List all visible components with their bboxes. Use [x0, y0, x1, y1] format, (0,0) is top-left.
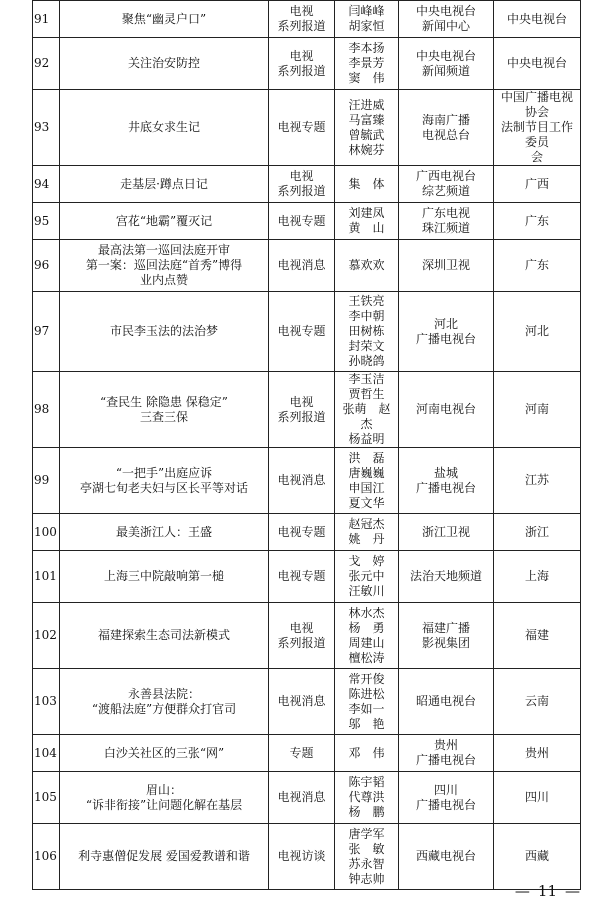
cell-title: [60, 772, 269, 824]
cell-type: [269, 551, 335, 603]
cell-recommender-line: 广东: [524, 258, 549, 272]
cell-recommender-line: 中央电视台: [506, 56, 567, 70]
cell-unit-line: 河北: [433, 316, 458, 331]
cell-authors-line: 窦 伟: [348, 71, 385, 85]
cell-type: [269, 90, 335, 166]
footer-dash-right: —: [565, 882, 580, 900]
cell-authors-line: 申国江: [348, 480, 385, 495]
cell-type-line: 系列报道: [277, 184, 326, 198]
cell-authors-line: 苏永智: [348, 856, 385, 871]
cell-authors-line: 贾哲生: [348, 387, 385, 401]
cell-unit: [399, 203, 494, 240]
cell-type-line: 电视专题: [277, 569, 326, 583]
cell-authors: [335, 735, 399, 772]
cell-title-line: 福建探索生态司法新模式: [97, 628, 230, 642]
cell-title: [60, 90, 269, 166]
cell-title-line: 关注治安防控: [127, 56, 200, 70]
cell-number: 96: [33, 240, 60, 292]
cell-unit-line: 昭通电视台: [415, 694, 476, 708]
cell-number: 102: [33, 603, 60, 669]
table-row: [33, 603, 581, 669]
cell-authors: [335, 669, 399, 735]
cell-unit-line: 福建广播: [421, 620, 470, 635]
cell-number: 93: [33, 90, 60, 166]
cell-unit: [399, 240, 494, 292]
cell-unit-line: 新闻频道: [421, 63, 470, 78]
cell-unit: [399, 38, 494, 90]
cell-title-line: 亭湖七旬老夫妇与区长平等对话: [79, 480, 248, 495]
cell-recommender-line: 广西: [524, 176, 549, 191]
table-row: [33, 292, 581, 372]
cell-authors: [335, 1, 399, 38]
cell-authors: [335, 551, 399, 603]
cell-authors-line: 田树栋: [348, 324, 385, 338]
cell-title-line: 走基层·蹲点日记: [120, 176, 208, 191]
cell-recommender: [494, 772, 581, 824]
cell-type: [269, 514, 335, 551]
cell-type-line: 电视: [289, 169, 314, 183]
cell-authors-line: 洪 磊: [348, 450, 385, 465]
cell-number: 99: [33, 448, 60, 514]
cell-unit-line: 影视集团: [421, 635, 470, 650]
cell-recommender-line: 中国广播电视协会: [500, 90, 573, 119]
cell-authors: [335, 38, 399, 90]
cell-recommender: [494, 166, 581, 203]
cell-authors-line: 慕欢欢: [348, 258, 385, 272]
cell-title: [60, 603, 269, 669]
cell-type-line: 电视: [289, 620, 314, 635]
cell-authors-line: 杨 鹏: [348, 805, 385, 819]
cell-recommender: [494, 735, 581, 772]
table-row: [33, 38, 581, 90]
cell-unit: [399, 735, 494, 772]
cell-authors-line: 陈进松: [348, 686, 385, 701]
cell-title-line: 聚焦“幽灵户口”: [121, 11, 207, 26]
cell-authors: [335, 292, 399, 372]
cell-authors: [335, 448, 399, 514]
cell-number: 100: [33, 514, 60, 551]
cell-type: [269, 166, 335, 203]
cell-recommender: [494, 448, 581, 514]
cell-type-line: 系列报道: [277, 63, 326, 78]
cell-recommender: [494, 38, 581, 90]
cell-authors-line: 杨 勇: [348, 620, 385, 635]
cell-unit: [399, 824, 494, 890]
cell-type-line: 系列报道: [277, 635, 326, 650]
cell-type-line: 电视消息: [277, 694, 326, 708]
cell-authors-line: 钟志帅: [348, 871, 385, 886]
cell-title: [60, 1, 269, 38]
cell-unit: [399, 292, 494, 372]
cell-authors-line: 王铁亮: [348, 294, 385, 308]
cell-unit: [399, 166, 494, 203]
cell-title: [60, 38, 269, 90]
cell-recommender: [494, 603, 581, 669]
cell-unit-line: 广播电视台: [415, 331, 476, 346]
cell-recommender-line: 法制节目工作委员: [500, 120, 573, 149]
cell-recommender: [494, 372, 581, 448]
cell-type: [269, 38, 335, 90]
cell-recommender-line: 四川: [524, 790, 549, 804]
table-row: [33, 203, 581, 240]
cell-number: 103: [33, 669, 60, 735]
cell-unit: [399, 90, 494, 166]
table-row: [33, 514, 581, 551]
cell-type-line: 电视专题: [277, 120, 326, 134]
table-row: [33, 448, 581, 514]
cell-authors-line: 曾毓武: [348, 127, 385, 142]
cell-authors-line: 戈 婷: [348, 554, 385, 568]
cell-authors-line: 闫峰峰: [348, 4, 385, 18]
cell-recommender-line: 福建: [524, 628, 549, 642]
cell-type-line: 系列报道: [277, 409, 326, 424]
cell-type: [269, 448, 335, 514]
cell-recommender: [494, 90, 581, 166]
cell-number: 91: [33, 1, 60, 38]
footer-dash-left: —: [514, 882, 530, 900]
cell-title: [60, 292, 269, 372]
cell-authors: [335, 514, 399, 551]
cell-type-line: 电视消息: [277, 790, 326, 804]
cell-authors-line: 孙晓鸽: [348, 354, 385, 368]
cell-authors-line: 唐巍巍: [348, 465, 385, 480]
cell-authors-line: 封荣文: [348, 339, 385, 353]
cell-authors-line: 黄 山: [348, 221, 385, 235]
cell-authors-line: 刘建凤: [348, 206, 385, 220]
cell-type-line: 电视消息: [277, 258, 326, 272]
cell-type: [269, 772, 335, 824]
cell-authors-line: 檀松涛: [348, 650, 385, 665]
cell-recommender: [494, 240, 581, 292]
cell-authors-line: 张元中: [348, 569, 385, 583]
cell-title-line: “诉非衔接”让问题化解在基层: [85, 797, 243, 812]
cell-title: [60, 824, 269, 890]
cell-unit-line: 中央电视台: [415, 48, 476, 63]
cell-authors-line: 李如一: [348, 701, 385, 716]
cell-title-line: 三查三保: [139, 409, 188, 424]
cell-type: [269, 292, 335, 372]
cell-unit: [399, 669, 494, 735]
cell-unit-line: 中央电视台: [415, 4, 476, 18]
cell-authors-line: 代尊洪: [348, 790, 385, 804]
cell-authors-line: 赵冠杰: [348, 517, 385, 531]
cell-authors-line: 周建山: [348, 635, 385, 650]
cell-recommender-line: 贵州: [524, 745, 549, 760]
cell-recommender-line: 云南: [524, 694, 549, 708]
cell-authors-line: 胡家恒: [348, 19, 385, 33]
cell-unit-line: 浙江卫视: [421, 524, 470, 539]
cell-title: [60, 372, 269, 448]
table-row: [33, 735, 581, 772]
cell-authors-line: 唐学军: [348, 826, 385, 841]
cell-title-line: 第一案：巡回法庭“首秀”博得: [85, 258, 243, 272]
cell-recommender-line: 河南: [524, 402, 549, 416]
cell-authors: [335, 240, 399, 292]
cell-authors-line: 杨益明: [348, 432, 385, 446]
cell-title-line: 永善县法院：: [127, 686, 200, 701]
table-row: [33, 166, 581, 203]
cell-recommender-line: 西藏: [524, 849, 549, 863]
cell-unit: [399, 772, 494, 824]
cell-recommender: [494, 203, 581, 240]
cell-type-line: 电视专题: [277, 213, 326, 228]
cell-authors-line: 林婉芬: [348, 142, 385, 157]
cell-authors: [335, 824, 399, 890]
cell-authors-line: 李景芳: [348, 56, 385, 70]
cell-number: 92: [33, 38, 60, 90]
cell-number: 95: [33, 203, 60, 240]
cell-number: 104: [33, 735, 60, 772]
cell-title-line: 最高法第一巡回法庭开审: [97, 243, 230, 257]
cell-authors-line: 姚 丹: [348, 532, 385, 546]
cell-type: [269, 372, 335, 448]
cell-authors-line: 李本扬: [348, 41, 385, 55]
cell-recommender: [494, 292, 581, 372]
cell-unit-line: 广播电视台: [415, 480, 476, 495]
cell-authors-line: 汪敏川: [348, 584, 385, 598]
cell-unit: [399, 372, 494, 448]
cell-unit-line: 法治天地频道: [409, 569, 482, 583]
cell-recommender: [494, 1, 581, 38]
cell-unit-line: 河南电视台: [415, 402, 476, 416]
cell-title: [60, 669, 269, 735]
cell-authors-line: 集 体: [348, 176, 385, 191]
cell-authors-line: 林水杰: [348, 605, 385, 620]
page-footer: [488, 880, 580, 902]
cell-unit: [399, 514, 494, 551]
cell-type: [269, 735, 335, 772]
cell-authors-line: 夏文华: [348, 495, 385, 510]
cell-unit: [399, 1, 494, 38]
cell-unit: [399, 603, 494, 669]
cell-number: 97: [33, 292, 60, 372]
table-row: [33, 372, 581, 448]
cell-authors-line: 马富臻: [348, 112, 385, 127]
table-row: [33, 551, 581, 603]
cell-unit-line: 广西电视台: [415, 169, 476, 183]
cell-unit-line: 广播电视台: [415, 797, 476, 812]
cell-unit: [399, 448, 494, 514]
cell-title: [60, 448, 269, 514]
cell-title-line: “渡船法庭”方便群众打官司: [91, 701, 237, 716]
cell-type: [269, 240, 335, 292]
cell-title: [60, 514, 269, 551]
cell-type-line: 系列报道: [277, 19, 326, 33]
cell-title-line: 最美浙江人：王盛: [115, 524, 212, 539]
cell-title-line: 井底女求生记: [127, 120, 200, 134]
cell-type-line: 电视消息: [277, 473, 326, 487]
cell-unit-line: 广播电视台: [415, 753, 476, 767]
cell-unit-line: 盐城: [433, 465, 458, 480]
cell-type-line: 专题: [289, 745, 314, 760]
cell-title-line: 眉山：: [145, 782, 182, 797]
cell-unit-line: 电视总台: [421, 127, 470, 142]
cell-title: [60, 203, 269, 240]
cell-authors-line: 李中朝: [348, 309, 385, 323]
cell-recommender: [494, 669, 581, 735]
cell-recommender-line: 浙江: [524, 524, 549, 539]
cell-type-line: 电视访谈: [277, 849, 326, 863]
cell-type: [269, 669, 335, 735]
cell-title: [60, 166, 269, 203]
cell-authors: [335, 166, 399, 203]
cell-recommender-line: 广东: [524, 213, 549, 228]
cell-number: 105: [33, 772, 60, 824]
cell-recommender: [494, 551, 581, 603]
cell-title-line: “查民生 除隐患 保稳定”: [100, 394, 228, 409]
cell-type-line: 电视专题: [277, 324, 326, 338]
cell-number: 98: [33, 372, 60, 448]
table-row: [33, 1, 581, 38]
cell-authors-line: 张 敏: [348, 841, 385, 856]
cell-authors: [335, 772, 399, 824]
cell-recommender: [494, 514, 581, 551]
cell-title-line: 白沙关社区的三张“网”: [103, 745, 225, 760]
table-row: [33, 90, 581, 166]
cell-recommender-line: 会: [530, 150, 543, 164]
cell-number: 101: [33, 551, 60, 603]
cell-unit-line: 贵州: [433, 738, 458, 752]
cell-number: 106: [33, 824, 60, 890]
cell-authors: [335, 90, 399, 166]
cell-type-line: 电视: [289, 394, 314, 409]
cell-title: [60, 240, 269, 292]
page-number: 11: [537, 882, 557, 900]
cell-unit-line: 四川: [433, 782, 458, 797]
cell-authors: [335, 372, 399, 448]
cell-type-line: 电视专题: [277, 524, 326, 539]
cell-recommender-line: 上海: [524, 569, 549, 583]
cell-type: [269, 824, 335, 890]
cell-authors-line: 张萌 赵杰: [342, 402, 391, 431]
cell-number: 94: [33, 166, 60, 203]
cell-title-line: 利寺惠僧促发展 爱国爱教谱和谐: [78, 849, 250, 863]
cell-unit-line: 综艺频道: [421, 184, 470, 198]
cell-recommender-line: 河北: [524, 324, 549, 338]
table-row: [33, 240, 581, 292]
cell-title: [60, 551, 269, 603]
cell-title-line: “一把手”出庭应诉: [115, 465, 213, 480]
cell-authors-line: 邓 伟: [348, 745, 385, 760]
cell-recommender-line: 中央电视台: [506, 11, 567, 26]
cell-type: [269, 603, 335, 669]
cell-title-line: 宫花“地霸”覆灭记: [115, 213, 213, 228]
cell-type: [269, 1, 335, 38]
cell-type-line: 电视: [289, 4, 314, 18]
cell-title-line: 市民李玉法的法治梦: [109, 324, 218, 338]
cell-unit-line: 广东电视: [421, 206, 470, 220]
cell-authors-line: 陈宇韬: [348, 775, 385, 789]
cell-unit-line: 新闻中心: [421, 19, 470, 33]
cell-unit: [399, 551, 494, 603]
cell-authors-line: 邬 艳: [348, 716, 385, 731]
cell-unit-line: 西藏电视台: [415, 849, 476, 863]
cell-unit-line: 珠江频道: [421, 221, 470, 235]
cell-unit-line: 海南广播: [421, 112, 470, 127]
cell-type-line: 电视: [289, 48, 314, 63]
table-row: [33, 669, 581, 735]
cell-authors: [335, 603, 399, 669]
cell-title: [60, 735, 269, 772]
cell-title-line: 业内点赞: [139, 273, 188, 287]
award-list-table: [32, 0, 581, 890]
cell-authors-line: 汪进威: [348, 97, 385, 112]
cell-type: [269, 203, 335, 240]
cell-authors: [335, 203, 399, 240]
cell-title-line: 上海三中院敲响第一槌: [103, 569, 224, 583]
table-row: [33, 772, 581, 824]
cell-authors-line: 常开俊: [348, 671, 385, 686]
cell-unit-line: 深圳卫视: [421, 258, 470, 272]
cell-recommender-line: 江苏: [524, 473, 549, 487]
cell-authors-line: 李玉洁: [348, 372, 385, 386]
